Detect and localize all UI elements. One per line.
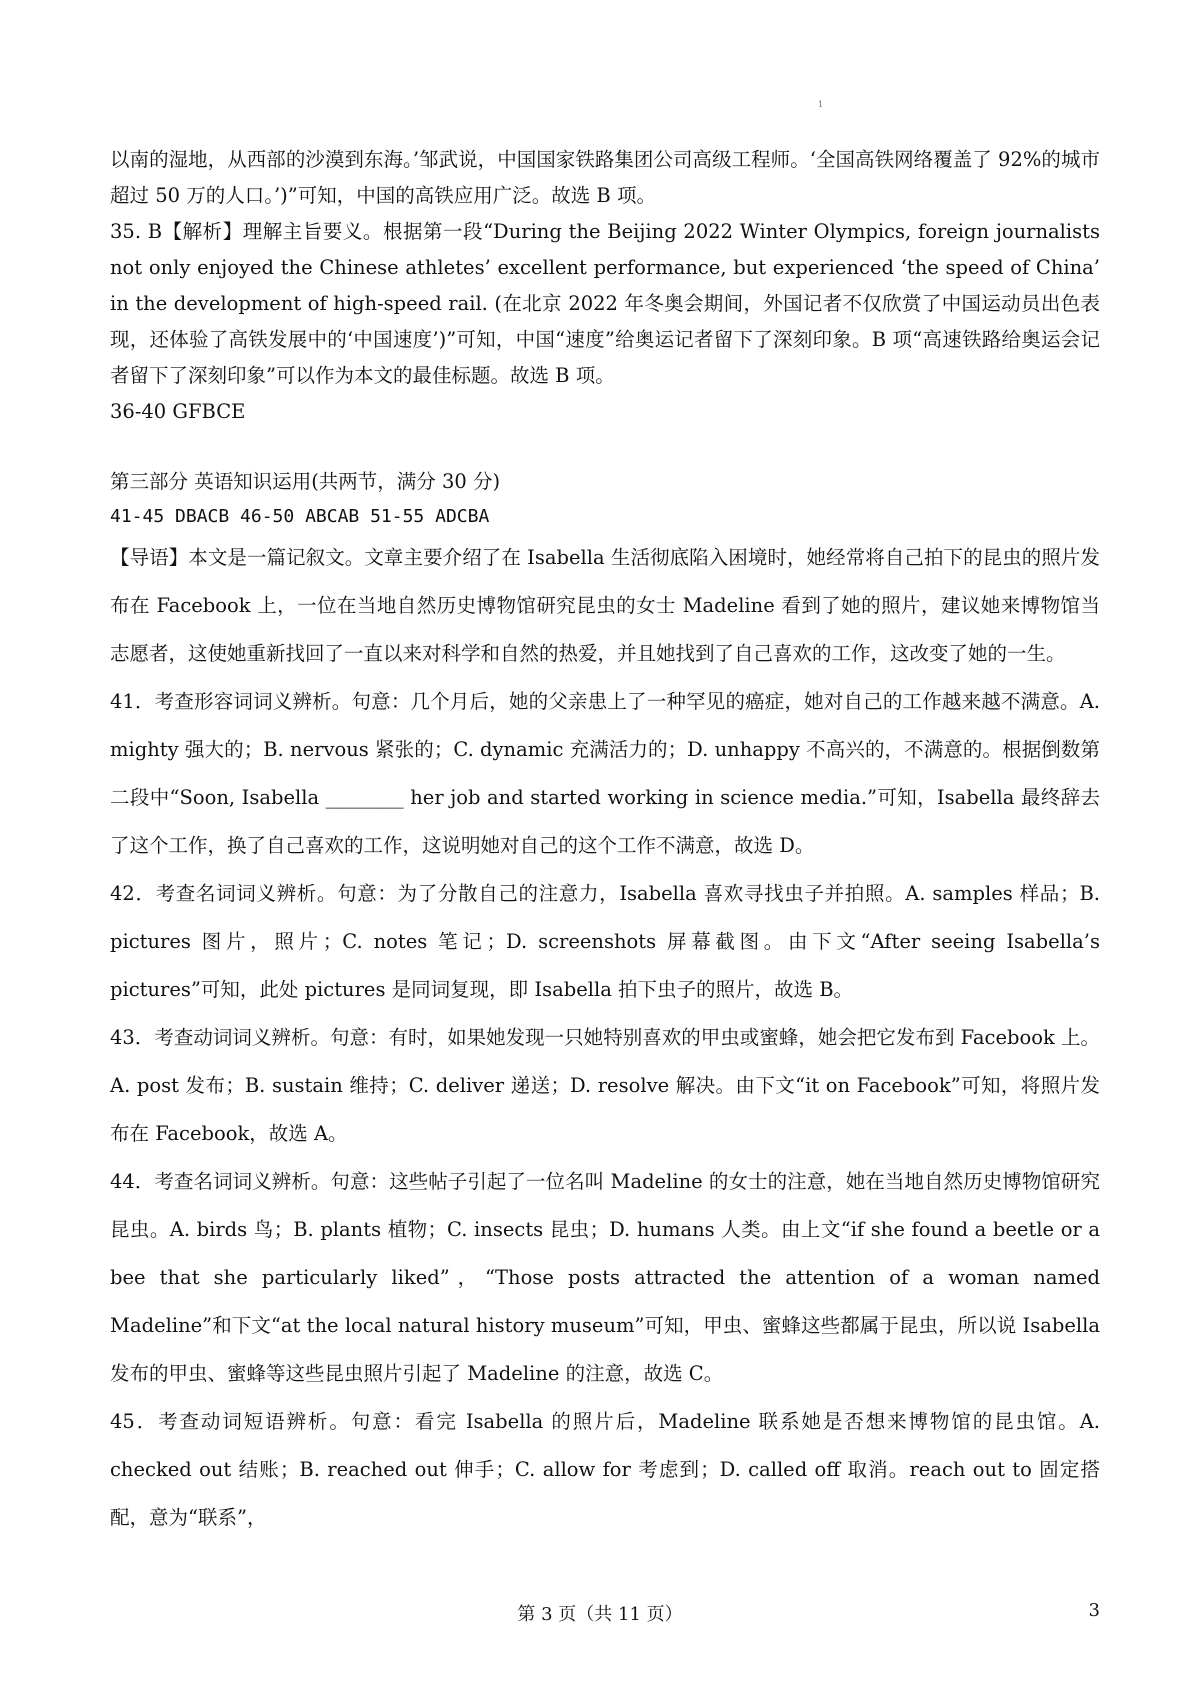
question-43-explanation: 43．考查动词词义辨析。句意：有时，如果她发现一只她特别喜欢的甲虫或蜜蜂，她会把它发布到 Facebook 上。A. post 发布；B. sustain 维持；C. deliver 递送；D. resolve 解决。由下文“it on Facebook”可知，将照片发布在 Facebook，故选 A。	[110, 1026, 1100, 1145]
intro-paragraph: 【导语】本文是一篇记叙文。文章主要介绍了在 Isabella 生活彻底陷入困境时，她经常将自己拍下的昆虫的照片发布在 Facebook 上，一位在当地自然历史博物馆研究昆虫的女士 Madeline 看到了她的照片，建议她来博物馆当志愿者，这使她重新找回了一直以来对科学和自然的热爱，并且她找到了自己喜欢的工作，这改变了她的一生。	[110, 546, 1100, 665]
section-title: 第三部分 英语知识运用(共两节，满分 30 分)	[110, 470, 501, 493]
page-number: 3	[1088, 1600, 1100, 1621]
answers-36-40: 36-40 GFBCE	[110, 400, 246, 423]
page-label: 第 3 页（共 11 页）	[517, 1604, 683, 1625]
page-footer	[0, 1600, 1200, 1630]
question-41-explanation: 41．考查形容词词义辨析。句意：几个月后，她的父亲患上了一种罕见的癌症，她对自己的工作越来越不满意。A. mighty 强大的；B. nervous 紧张的；C. dynamic 充满活力的；D. unhappy 不高兴的，不满意的。根据倒数第二段中“Soon, Isabella ________ her job and started working in science media.”可知，Isabella 最终辞去了这个工作，换了自己喜欢的工作，这说明她对自己的这个工作不满意，故选 D。	[110, 690, 1100, 857]
spacer	[110, 430, 1100, 464]
question-42-explanation: 42．考查名词词义辨析。句意：为了分散自己的注意力，Isabella 喜欢寻找虫子并拍照。A. samples 样品；B. pictures 图片，照片；C. notes 笔记；D. screenshots 屏幕截图。由下文“After seeing Isabella’s pictures”可知，此处 pictures 是同词复现，即 Isabella 拍下虫子的照片，故选 B。	[110, 882, 1100, 1001]
top-mark: 1	[818, 100, 824, 109]
question-45-explanation: 45．考查动词短语辨析。句意：看完 Isabella 的照片后，Madeline 联系她是否想来博物馆的昆虫馆。A. checked out 结账；B. reached out 伸手；C. allow for 考虑到；D. called off 取消。reach out to 固定搭配，意为“联系”，	[110, 1410, 1100, 1529]
question-44-explanation: 44．考查名词词义辨析。句意：这些帖子引起了一位名叫 Madeline 的女士的注意，她在当地自然历史博物馆研究昆虫。A. birds 鸟；B. plants 植物；C. insects 昆虫；D. humans 人类。由上文“if she found a beetle or a bee that she particularly liked”，“Those posts attracted the attention of a woman named Madeline”和下文“at the local natural history museum”可知，甲虫、蜜蜂这些都属于昆虫，所以说 Isabella 发布的甲虫、蜜蜂等这些昆虫照片引起了 Madeline 的注意，故选 C。	[110, 1170, 1100, 1385]
page-content	[110, 142, 1100, 1542]
answer-35-explanation: 35. B【解析】理解主旨要义。根据第一段“During the Beijing 2022 Winter Olympics, foreign journalists not only enjoyed the Chinese athletes’ excellent performance, but experienced ‘the speed of China’ in the development of high-speed rail. (在北京 2022 年冬奥会期间，外国记者不仅欣赏了中国运动员出色表现，还体验了高铁发展中的‘中国速度’)”可知，中国“速度”给奥运记者留下了深刻印象。B 项“高速铁路给奥运会记者留下了深刻印象”可以作为本文的最佳标题。故选 B 项。	[110, 220, 1100, 387]
answer-key-line: 41-45 DBACB 46-50 ABCAB 51-55 ADCBA	[110, 506, 490, 527]
paragraph-continuation: 以南的湿地，从西部的沙漠到东海。’邹武说，中国国家铁路集团公司高级工程师。‘全国高铁网络覆盖了 92%的城市超过 50 万的人口。’)”可知，中国的高铁应用广泛。故选 B 项。	[110, 148, 1100, 207]
